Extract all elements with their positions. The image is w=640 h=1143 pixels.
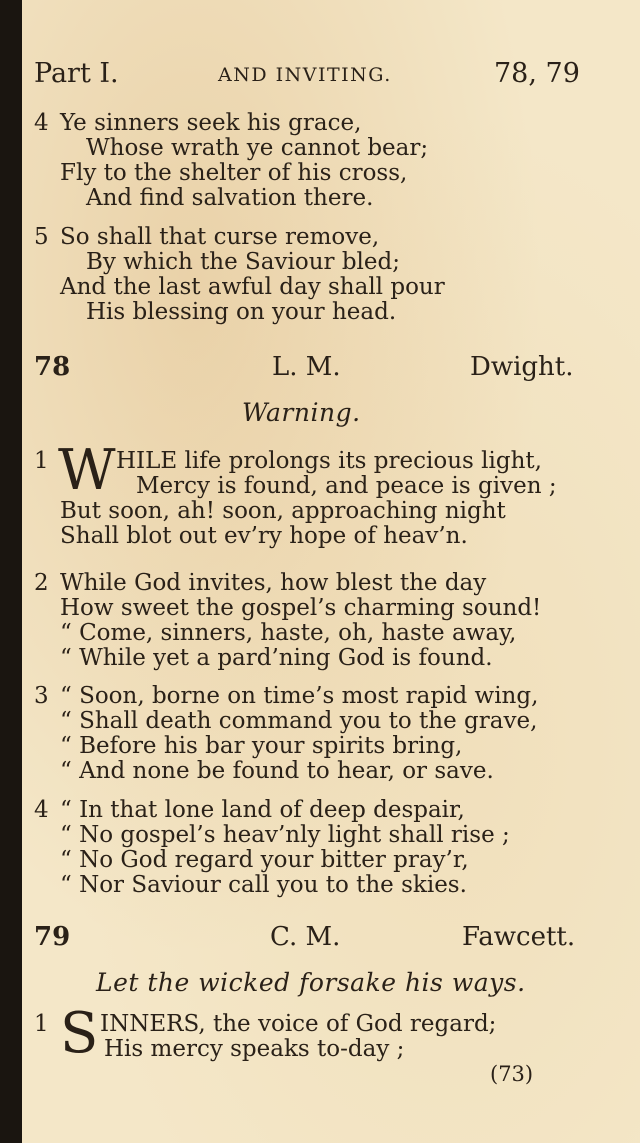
header-part: Part I.	[34, 58, 119, 89]
verse-line: “ Shall death command you to the grave,	[60, 708, 538, 734]
verse-number: 1	[34, 448, 49, 474]
hymn-meter: L. M.	[272, 352, 341, 382]
verse-line: By which the Saviour bled;	[86, 249, 400, 275]
verse-line: “ While yet a pard’ning God is found.	[60, 645, 493, 671]
verse-line: Fly to the shelter of his cross,	[60, 160, 408, 186]
verse-line: His blessing on your head.	[86, 299, 397, 325]
verse-line: So shall that curse remove,	[60, 224, 380, 250]
verse-line: “ Come, sinners, haste, oh, haste away,	[60, 620, 517, 646]
verse-line: But soon, ah! soon, approaching night	[60, 498, 506, 524]
verse-line: “ Before his bar your spirits bring,	[60, 733, 463, 759]
verse-line: How sweet the gospel’s charming sound!	[60, 595, 542, 621]
hymn-number: 79	[34, 922, 71, 952]
hymn-title: Let the wicked forsake his ways.	[96, 968, 526, 997]
hymn-author: Dwight.	[470, 352, 574, 382]
verse-number: 5	[34, 224, 49, 250]
verse-line: “ No gospel’s heav’nly light shall rise ;	[60, 822, 510, 848]
verse-line: HILE life prolongs its precious light,	[116, 448, 542, 474]
verse-line: “ Soon, borne on time’s most rapid wing,	[60, 683, 539, 709]
verse-line: Mercy is found, and peace is given ;	[136, 473, 557, 499]
verse-line: “ In that lone land of deep despair,	[60, 797, 465, 823]
drop-cap: S	[60, 1001, 99, 1066]
hymn-number: 78	[34, 352, 71, 382]
header-section: AND INVITING.	[218, 64, 392, 86]
verse-line: INNERS, the voice of God regard;	[100, 1011, 497, 1037]
verse-line: While God invites, how blest the day	[60, 570, 487, 596]
verse-line: “ Nor Saviour call you to the skies.	[60, 872, 467, 898]
book-spine	[0, 0, 22, 1143]
verse-number: 4	[34, 797, 49, 823]
hymn-meter: C. M.	[270, 922, 341, 952]
verse-line: His mercy speaks to-day ;	[104, 1036, 405, 1062]
verse-number: 4	[34, 110, 49, 136]
page-number: (73)	[490, 1062, 534, 1086]
verse-line: “ No God regard your bitter pray’r,	[60, 847, 469, 873]
verse-line: “ And none be found to hear, or save.	[60, 758, 494, 784]
verse-line: And the last awful day shall pour	[60, 274, 445, 300]
hymn-author: Fawcett.	[462, 922, 576, 952]
verse-line: And find salvation there.	[86, 185, 374, 211]
verse-number: 1	[34, 1011, 49, 1037]
verse-number: 2	[34, 570, 49, 596]
verse-line: Whose wrath ye cannot bear;	[86, 135, 429, 161]
verse-line: Shall blot out ev’ry hope of heav’n.	[60, 523, 468, 549]
verse-line: Ye sinners seek his grace,	[60, 110, 362, 136]
drop-cap: W	[58, 438, 116, 503]
header-hymn-numbers: 78, 79	[494, 58, 580, 89]
verse-number: 3	[34, 683, 49, 709]
hymn-title: Warning.	[242, 398, 361, 427]
